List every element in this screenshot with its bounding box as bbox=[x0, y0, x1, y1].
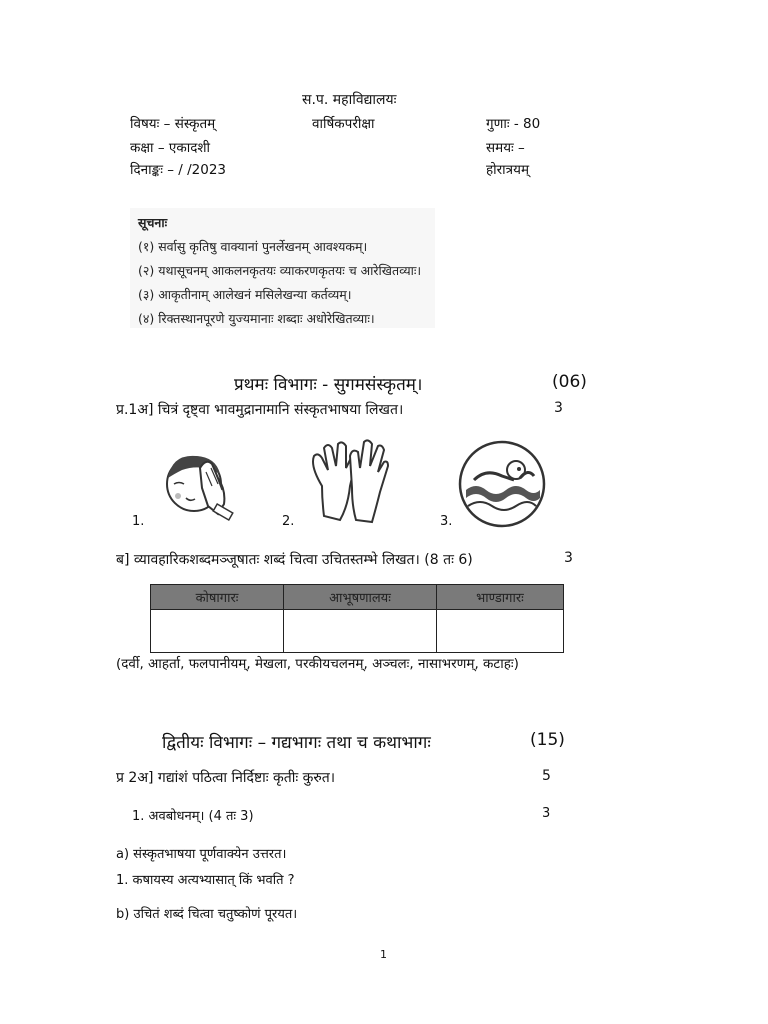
duration: होरात्रयम् bbox=[486, 162, 530, 178]
question-2a: प्र 2अ] गद्यांशं पठित्वा निर्दिष्टाः कृतीः कुरुत। bbox=[116, 770, 336, 786]
face-covering-eye-icon bbox=[160, 444, 240, 524]
time-label: समयः – bbox=[486, 140, 525, 156]
word-list: (दर्वी, आहर्ता, फलपानीयम्, मेखला, परकीयचलनम्, अञ्चलः, नासाभरणम्, कटाहः) bbox=[116, 656, 519, 672]
section2-title: द्वितीयः विभागः – गद्यभागः तथा च कथाभागः bbox=[162, 733, 431, 753]
image-number: 2. bbox=[282, 514, 295, 529]
part-a-instruction: a) संस्कृतभाषया पूर्णवाक्येन उत्तरत। bbox=[116, 847, 287, 862]
college-name: स.प. महाविद्यालयः bbox=[302, 92, 397, 108]
subject-label: विषयः – संस्कृतम् bbox=[130, 116, 216, 132]
class-label: कक्षा – एकादशी bbox=[130, 140, 211, 156]
total-marks: गुणाः - 80 bbox=[486, 116, 541, 132]
section1-title: प्रथमः विभागः - सुगमसंस्कृतम्। bbox=[234, 375, 423, 395]
page-number: 1 bbox=[380, 948, 387, 961]
section1-marks: (06) bbox=[552, 372, 587, 392]
instruction-item: (२) यथासूचनम् आकलनकृतयः व्याकरणकृतयः च आरेखितव्याः। bbox=[138, 263, 422, 278]
answer-cell[interactable] bbox=[284, 610, 437, 653]
clapping-hands-icon bbox=[302, 436, 394, 528]
subquestion-1-marks: 3 bbox=[542, 806, 551, 821]
question-2a-marks: 5 bbox=[542, 768, 551, 784]
image-number: 3. bbox=[440, 514, 453, 529]
question-1a: प्र.1अ] चित्रं दृष्ट्वा भावमुद्रानामानि संस्कृतभाषया लिखत। bbox=[116, 402, 404, 418]
answer-cell[interactable] bbox=[151, 610, 284, 653]
table-header: कोषागारः bbox=[151, 585, 284, 610]
exam-date: दिनाङ्कः – / /2023 bbox=[130, 162, 227, 178]
instructions-title: सूचनाः bbox=[138, 215, 168, 230]
subquestion-1: 1. अवबोधनम्। (4 तः 3) bbox=[132, 809, 254, 824]
question-1a-marks: 3 bbox=[554, 400, 563, 416]
answer-cell[interactable] bbox=[437, 610, 564, 653]
table-header: भाण्डागारः bbox=[437, 585, 564, 610]
table-header: आभूषणालयः bbox=[284, 585, 437, 610]
question-1b-marks: 3 bbox=[564, 550, 573, 566]
image-number: 1. bbox=[132, 514, 145, 529]
part-b-instruction: b) उचितं शब्दं चित्वा चतुष्कोणं पूरयत। bbox=[116, 907, 298, 922]
exam-title: वार्षिकपरीक्षा bbox=[312, 116, 375, 132]
instruction-item: (३) आकृतीनाम् आलेखनं मसिलेखन्या कर्तव्यम्। bbox=[138, 287, 352, 302]
part-a-question-1: 1. कषायस्य अत्यभ्यासात् किं भवति ? bbox=[116, 873, 295, 888]
swimmer-icon bbox=[456, 438, 548, 530]
instruction-item: (१) सर्वासु कृतिषु वाक्यानां पुनर्लेखनम् आवश्यकम्। bbox=[138, 239, 368, 254]
section2-marks: (15) bbox=[530, 730, 565, 750]
instruction-item: (४) रिक्तस्थानपूरणे युज्यमानाः शब्दाः अधोरेखितव्याः। bbox=[138, 311, 375, 326]
answer-table bbox=[150, 584, 564, 653]
instructions-block bbox=[130, 208, 435, 328]
question-1b: ब] व्यावहारिकशब्दमञ्जूषातः शब्दं चित्वा उचितस्तम्भे लिखत। (8 तः 6) bbox=[116, 552, 473, 568]
